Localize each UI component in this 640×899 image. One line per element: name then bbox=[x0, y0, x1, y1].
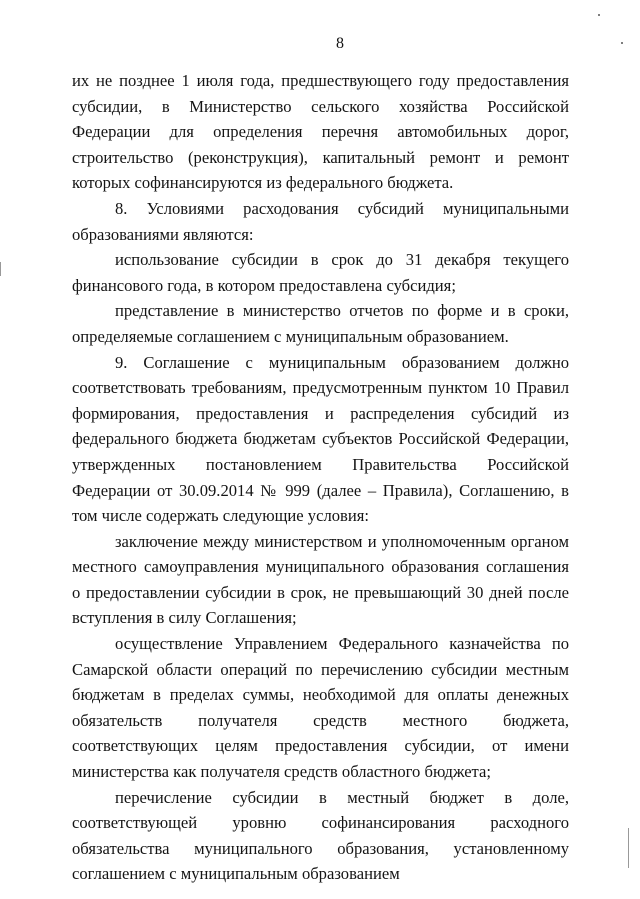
paragraph-clause-9-condition-2: осуществление Управлением Федерального казначейства по Самарской области операций по перечислению субсидии местным бюджетам в пределах суммы, необходимой для оплаты денежных обязательств получателя средств местного бюджета, соответствующих целям предоставления субсидии, от имени министерства как получателя средств областного бюджета; bbox=[72, 634, 569, 782]
document-body bbox=[72, 68, 569, 887]
scan-edge-mark bbox=[628, 828, 629, 868]
paragraph-clause-8: 8. Условиями расходования субсидий муниципальными образованиями являются: bbox=[72, 198, 569, 244]
paragraph-continuation: их не позднее 1 июля года, предшествующего году предоставления субсидии, в Министерство сельского хозяйства Российской Федерации для определения перечня автомобильных дорог, строительство (реконструкция), капитальный ремонт и ремонт которых софинансируются из федерального бюджета. bbox=[72, 71, 569, 193]
paragraph-clause-9: 9. Соглашение с муниципальным образованием должно соответствовать требованиям, предусмотренным пунктом 10 Правил формирования, предоставления и распределения субсидий из федерального бюджета бюджетам субъектов Российской Федерации, утвержденных постановлением Правительства Российской Федерации от 30.09.2014 № 999 (далее – Правила), Соглашению, в том числе содержать следующие условия: bbox=[72, 352, 569, 526]
scan-speck bbox=[598, 14, 600, 16]
paragraph-clause-9-condition-3: перечисление субсидии в местный бюджет в доле, соответствующей уровню софинансирования расходного обязательства муниципального образования, установленному соглашением с муниципальным образованием bbox=[72, 787, 569, 884]
scan-edge-mark bbox=[0, 262, 1, 276]
paragraph-clause-8-condition-1: использование субсидии в срок до 31 декабря текущего финансового года, в котором предоставлена субсидия; bbox=[72, 250, 569, 295]
page-number: 8 bbox=[336, 35, 344, 52]
scan-speck bbox=[621, 42, 623, 44]
paragraph-clause-9-condition-1: заключение между министерством и уполномоченным органом местного самоуправления муниципального образования соглашения о предоставлении субсидии в срок, не превышающий 30 дней после вступления в силу Соглашения; bbox=[72, 531, 569, 628]
paragraph-clause-8-condition-2: представление в министерство отчетов по форме и в сроки, определяемые соглашением с муниципальным образованием. bbox=[72, 301, 569, 346]
